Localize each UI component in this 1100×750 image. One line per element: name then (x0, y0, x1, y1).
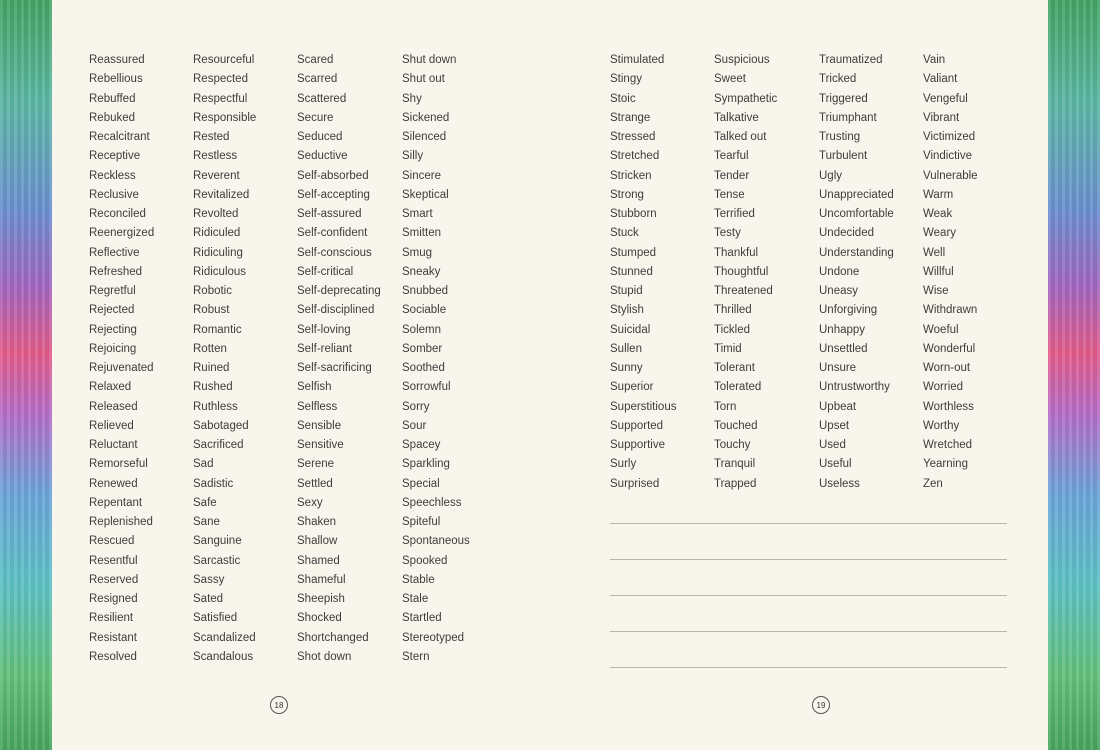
feeling-word: Useless (819, 477, 860, 490)
feeling-word: Reverent (193, 169, 240, 182)
feeling-word: Resolved (89, 650, 137, 663)
feeling-word: Respected (193, 73, 248, 86)
feeling-word: Weary (923, 227, 957, 240)
feeling-word: Tickled (714, 323, 750, 336)
feeling-word: Resigned (89, 593, 138, 605)
feeling-word: Shot down (297, 650, 352, 663)
word-column-3 (297, 51, 381, 667)
feeling-word: Ridiculous (193, 265, 247, 278)
feeling-word: Threatened (714, 285, 773, 297)
feeling-word: Self-accepting (297, 188, 370, 201)
feeling-word: Relaxed (89, 381, 132, 394)
feeling-word: Robust (193, 304, 230, 317)
feeling-word: Wonderful (923, 342, 976, 355)
feeling-word: Rejected (89, 304, 135, 317)
feeling-word: Triumphant (819, 111, 877, 124)
feeling-word: Sensitive (297, 439, 344, 451)
feeling-word: Well (923, 246, 946, 259)
feeling-word: Surly (610, 458, 637, 471)
feeling-word: Uncomfortable (819, 208, 894, 220)
right-page (552, 0, 1048, 750)
feeling-word: Willful (923, 265, 954, 278)
feeling-word: Stimulated (610, 54, 665, 66)
feeling-word: Sanguine (193, 535, 242, 548)
feeling-word: Repentant (89, 496, 143, 509)
feeling-word: Ruined (193, 362, 230, 374)
feeling-word: Self-reliant (297, 342, 352, 355)
feeling-word: Vulnerable (923, 169, 978, 182)
feeling-word: Self-loving (297, 323, 351, 336)
feeling-word: Stupid (610, 285, 643, 297)
feeling-word: Trusting (819, 131, 861, 143)
feeling-word: Soothed (402, 362, 445, 374)
feeling-word: Receptive (89, 150, 141, 163)
feeling-word: Warm (923, 188, 954, 201)
feeling-word: Undecided (819, 227, 874, 240)
feeling-word: Scandalized (193, 631, 256, 644)
feeling-word: Vibrant (923, 111, 960, 124)
feeling-word: Surprised (610, 477, 660, 490)
feeling-word: Sane (193, 516, 220, 528)
feeling-word: Sassy (193, 573, 225, 586)
feeling-word: Spontaneous (402, 535, 470, 548)
feeling-word: Torn (714, 400, 737, 413)
feeling-word: Spiteful (402, 516, 441, 528)
feeling-word: Silenced (402, 131, 447, 143)
feeling-word: Shallow (297, 535, 338, 548)
page-number: 19 (812, 696, 830, 714)
left-page (52, 0, 548, 750)
feeling-word: Stuck (610, 227, 639, 240)
feeling-word: Sickened (402, 111, 450, 124)
feeling-word: Triggered (819, 92, 868, 105)
feeling-word: Reluctant (89, 439, 138, 451)
feeling-word: Tolerated (714, 381, 762, 394)
feeling-word: Shy (402, 92, 422, 105)
feeling-word: Traumatized (819, 54, 883, 66)
feeling-word: Snubbed (402, 285, 449, 297)
feeling-word: Tearful (714, 150, 749, 163)
feeling-word: Sensible (297, 419, 342, 432)
feeling-word: Remorseful (89, 458, 148, 471)
feeling-word: Shameful (297, 573, 346, 586)
feeling-word: Woeful (923, 323, 959, 336)
feeling-word: Upset (819, 419, 850, 432)
feeling-word: Sad (193, 458, 214, 471)
feeling-word: Talked out (714, 131, 767, 143)
feeling-word: Sweet (714, 73, 746, 86)
note-line[interactable] (610, 631, 1007, 632)
feeling-word: Zen (923, 477, 943, 490)
feeling-word: Self-conscious (297, 246, 372, 259)
feeling-word: Stubborn (610, 208, 657, 220)
feeling-word: Scarred (297, 73, 338, 86)
feeling-word: Rejuvenated (89, 362, 154, 374)
feeling-word: Stern (402, 650, 430, 663)
word-column-2 (193, 51, 256, 667)
feeling-word: Reckless (89, 169, 136, 182)
feeling-word: Stoic (610, 92, 636, 105)
feeling-word: Speechless (402, 496, 462, 509)
feeling-word: Touchy (714, 439, 751, 451)
feeling-word: Supported (610, 419, 664, 432)
feeling-word: Testy (714, 227, 741, 240)
feeling-word: Responsible (193, 111, 257, 124)
feeling-word: Relieved (89, 419, 134, 432)
feeling-word: Stunned (610, 265, 653, 278)
feeling-word: Self-confident (297, 227, 368, 240)
feeling-word: Upbeat (819, 400, 857, 413)
note-line[interactable] (610, 559, 1007, 560)
feeling-word: Used (819, 439, 846, 451)
feeling-word: Rebuked (89, 111, 136, 124)
feeling-word: Worthy (923, 419, 960, 432)
feeling-word: Seductive (297, 150, 348, 163)
feeling-word: Strong (610, 188, 644, 201)
feeling-word: Shamed (297, 554, 340, 567)
feeling-word: Sorry (402, 400, 430, 413)
feeling-word: Reflective (89, 246, 140, 259)
word-column-6 (714, 51, 777, 494)
feeling-word: Stereotyped (402, 631, 465, 644)
page-number: 18 (270, 696, 288, 714)
feeling-word: Shaken (297, 516, 337, 528)
feeling-word: Victimized (923, 131, 976, 143)
feeling-word: Thrilled (714, 304, 752, 317)
feeling-word: Sated (193, 593, 224, 605)
feeling-word: Tranquil (714, 458, 756, 471)
feeling-word: Recalcitrant (89, 131, 150, 143)
feeling-word: Sneaky (402, 265, 441, 278)
feeling-word: Smug (402, 246, 433, 259)
feeling-word: Vengeful (923, 92, 968, 105)
feeling-word: Worthless (923, 400, 974, 413)
feeling-word: Revitalized (193, 188, 250, 201)
feeling-word: Understanding (819, 246, 894, 259)
feeling-word: Unhappy (819, 323, 866, 336)
note-line[interactable] (610, 523, 1007, 524)
feeling-word: Touched (714, 419, 758, 432)
feeling-word: Talkative (714, 111, 759, 124)
note-line[interactable] (610, 667, 1007, 668)
feeling-word: Stricken (610, 169, 652, 182)
feeling-word: Romantic (193, 323, 242, 336)
feeling-word: Solemn (402, 323, 441, 336)
feeling-word: Respectful (193, 92, 248, 105)
feeling-word: Resentful (89, 554, 138, 567)
feeling-word: Settled (297, 477, 333, 490)
feeling-word: Unsure (819, 362, 857, 374)
feeling-word: Rushed (193, 381, 233, 394)
feeling-word: Stable (402, 573, 435, 586)
feeling-word: Rebellious (89, 73, 143, 86)
feeling-word: Shocked (297, 612, 342, 625)
feeling-word: Self-critical (297, 265, 354, 278)
feeling-word: Resistant (89, 631, 137, 644)
feeling-word: Sullen (610, 342, 642, 355)
feeling-word: Reassured (89, 54, 145, 66)
feeling-word: Tolerant (714, 362, 755, 374)
feeling-word: Stylish (610, 304, 644, 317)
feeling-word: Scared (297, 54, 334, 66)
feeling-word: Timid (714, 342, 742, 355)
feeling-word: Thankful (714, 246, 759, 259)
feeling-word: Resourceful (193, 54, 255, 66)
feeling-word: Suicidal (610, 323, 651, 336)
feeling-word: Shut out (402, 73, 445, 86)
feeling-word: Weak (923, 208, 953, 220)
feeling-word: Rested (193, 131, 230, 143)
feeling-word: Safe (193, 496, 217, 509)
feeling-word: Vain (923, 54, 946, 66)
feeling-word: Vindictive (923, 150, 973, 163)
feeling-word: Revolted (193, 208, 239, 220)
feeling-word: Wise (923, 285, 949, 297)
feeling-word: Sincere (402, 169, 441, 182)
word-column-8 (923, 51, 978, 494)
feeling-word: Restless (193, 150, 238, 163)
feeling-word: Suspicious (714, 54, 770, 66)
feeling-word: Somber (402, 342, 443, 355)
feeling-word: Sour (402, 419, 427, 432)
feeling-word: Tender (714, 169, 750, 182)
feeling-word: Withdrawn (923, 304, 978, 317)
feeling-word: Worn-out (923, 362, 971, 374)
feeling-word: Special (402, 477, 440, 490)
word-column-7 (819, 51, 894, 494)
feeling-word: Refreshed (89, 265, 143, 278)
feeling-word: Startled (402, 612, 442, 625)
feeling-word: Worried (923, 381, 964, 394)
word-column-5 (610, 51, 676, 494)
feeling-word: Satisfied (193, 612, 238, 625)
feeling-word: Unappreciated (819, 188, 894, 201)
feeling-word: Robotic (193, 285, 232, 297)
feeling-word: Replenished (89, 516, 153, 528)
feeling-word: Ridiculing (193, 246, 243, 259)
feeling-word: Serene (297, 458, 335, 471)
feeling-word: Ugly (819, 169, 843, 182)
feeling-word: Rotten (193, 342, 227, 355)
feeling-word: Turbulent (819, 150, 868, 163)
feeling-word: Rebuffed (89, 92, 136, 105)
feeling-word: Secure (297, 111, 334, 124)
watercolor-edge-left (0, 0, 52, 750)
feeling-word: Yearning (923, 458, 968, 471)
feeling-word: Renewed (89, 477, 138, 490)
feeling-word: Sheepish (297, 593, 345, 605)
feeling-word: Uneasy (819, 285, 858, 297)
feeling-word: Unforgiving (819, 304, 878, 317)
feeling-word: Strange (610, 111, 651, 124)
feeling-word: Sorrowful (402, 381, 451, 394)
feeling-word: Reserved (89, 573, 139, 586)
watercolor-edge-right (1048, 0, 1100, 750)
feeling-word: Tricked (819, 73, 857, 86)
feeling-word: Superior (610, 381, 654, 394)
feeling-word: Silly (402, 150, 424, 163)
feeling-word: Ridiculed (193, 227, 241, 240)
feeling-word: Resilient (89, 612, 134, 625)
feeling-word: Selfless (297, 400, 338, 413)
feeling-word: Stumped (610, 246, 657, 259)
note-line[interactable] (610, 595, 1007, 596)
feeling-word: Released (89, 400, 138, 413)
feeling-word: Reclusive (89, 188, 139, 201)
feeling-word: Sexy (297, 496, 323, 509)
feeling-word: Rescued (89, 535, 135, 548)
feeling-word: Reconciled (89, 208, 146, 220)
feeling-word: Terrified (714, 208, 755, 220)
feeling-word: Wretched (923, 439, 973, 451)
feeling-word: Sympathetic (714, 92, 778, 105)
feeling-word: Thoughtful (714, 265, 769, 278)
feeling-word: Sunny (610, 362, 643, 374)
feeling-word: Spacey (402, 439, 441, 451)
feeling-word: Sparkling (402, 458, 450, 471)
feeling-word: Shortchanged (297, 631, 369, 644)
feeling-word: Self-sacrificing (297, 362, 372, 374)
feeling-word: Sabotaged (193, 419, 249, 432)
feeling-word: Stretched (610, 150, 660, 163)
feeling-word: Sarcastic (193, 554, 241, 567)
feeling-word: Spooked (402, 554, 448, 567)
word-column-1 (89, 51, 154, 667)
feeling-word: Sociable (402, 304, 447, 317)
feeling-word: Unsettled (819, 342, 868, 355)
feeling-word: Scattered (297, 92, 347, 105)
feeling-word: Self-deprecating (297, 285, 381, 297)
feeling-word: Sacrificed (193, 439, 244, 451)
feeling-word: Selfish (297, 381, 332, 394)
feeling-word: Stale (402, 593, 429, 605)
feeling-word: Smart (402, 208, 433, 220)
feeling-word: Sadistic (193, 477, 234, 490)
feeling-word: Trapped (714, 477, 757, 490)
feeling-word: Self-assured (297, 208, 362, 220)
feeling-word: Valiant (923, 73, 958, 86)
feeling-word: Untrustworthy (819, 381, 890, 394)
feeling-word: Undone (819, 265, 860, 278)
feeling-word: Superstitious (610, 400, 677, 413)
feeling-word: Skeptical (402, 188, 449, 201)
feeling-word: Seduced (297, 131, 343, 143)
feeling-word: Useful (819, 458, 852, 471)
word-column-4 (402, 51, 470, 667)
feeling-word: Tense (714, 188, 745, 201)
feeling-word: Smitten (402, 227, 441, 240)
feeling-word: Ruthless (193, 400, 238, 413)
feeling-word: Reenergized (89, 227, 155, 240)
feeling-word: Regretful (89, 285, 136, 297)
feeling-word: Rejecting (89, 323, 137, 336)
feeling-word: Stingy (610, 73, 642, 86)
feeling-word: Supportive (610, 439, 665, 451)
feeling-word: Self-absorbed (297, 169, 369, 182)
feeling-word: Scandalous (193, 650, 254, 663)
feeling-word: Rejoicing (89, 342, 137, 355)
feeling-word: Stressed (610, 131, 656, 143)
feeling-word: Shut down (402, 54, 457, 66)
feeling-word: Self-disciplined (297, 304, 375, 317)
